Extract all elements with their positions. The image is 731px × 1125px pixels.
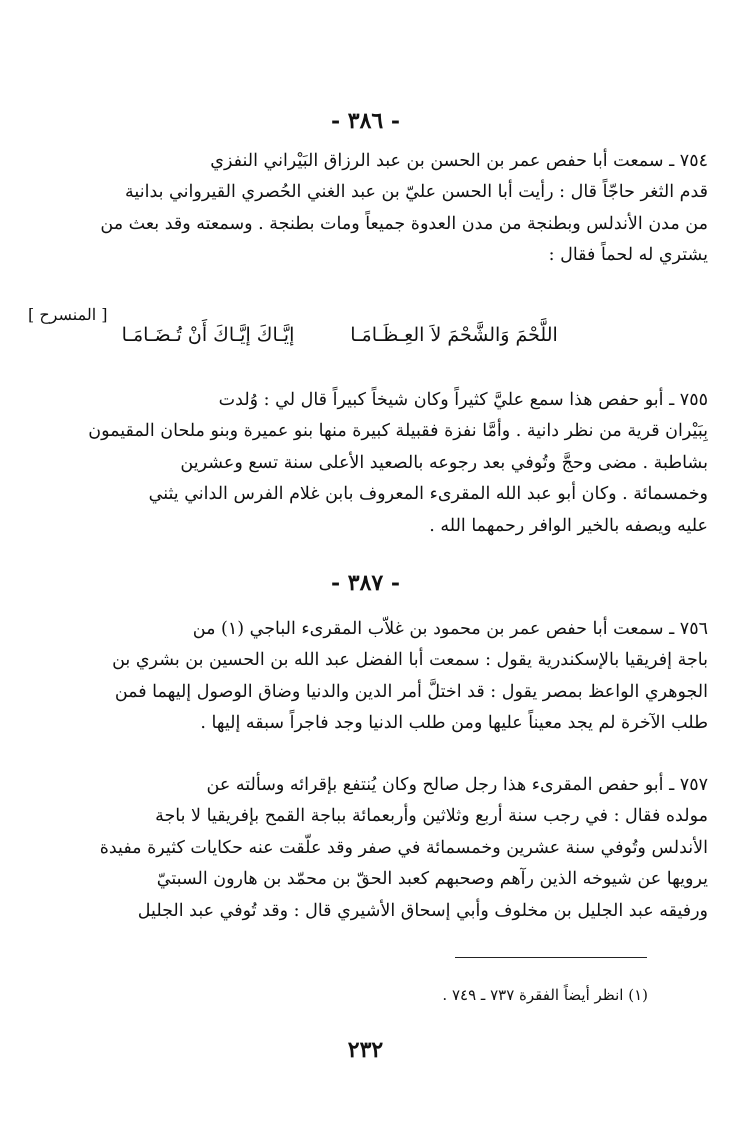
entry-757-line: الأندلس وتُوفي سنة عشرين وخمسمائة في صفر وقد علّقت عنه حكايات كثيرة مفيدة xyxy=(99,837,708,858)
page-number: ٢٣٢ xyxy=(347,1037,384,1063)
entry-754-line: من مدن الأندلس وبطنجة من مدن العدوة جميعاً ومات بطنجة . وسمعته وقد بعث من xyxy=(100,213,708,234)
entry-757-line: يرويها عن شيوخه الذين رآهم وصحبهم كعبد الحقّ بن محمّد بن هارون السبتيّ xyxy=(156,869,708,890)
page-header-387: - ٣٨٧ - xyxy=(330,570,401,596)
page-header-386: - ٣٨٦ - xyxy=(330,108,401,134)
entry-757 xyxy=(24,770,708,927)
entry-757-line: ٧٥٧ ـ أبو حفص المقرىء هذا رجل صالح وكان يُنتفع بإقرائه وسألته عن xyxy=(206,775,708,795)
entry-756-line: ٧٥٦ ـ سمعت أبا حفص عمر بن محمود بن غلاّب المقرىء الباجي (١) من xyxy=(192,619,708,639)
entry-755-line: بِبَيْران قرية من نظر دانية . وأمَّا نفزة فقبيلة كبيرة منها بنو عميرة وبنو ملحان المقيمون xyxy=(88,421,708,442)
entry-756 xyxy=(24,614,708,740)
entry-757-line: مولده فقال : في رجب سنة أربع وثلاثين وأربعمائة بباجة القمح بإفريقيا لا باجة xyxy=(155,806,708,827)
entry-755 xyxy=(24,385,708,542)
verse-hemistich-2: إيَّـاكَ إيَّـاكَ أَنْ تُـضَـامَـا xyxy=(121,324,295,346)
footnote-divider xyxy=(455,957,647,958)
entry-756-line: طلب الآخرة لم يجد معيناً عليها ومن طلب الدنيا وجد فاجراً سبقه إليها . xyxy=(200,713,708,734)
entry-756-line: الجوهري الواعظ بمصر يقول : قد اختلَّ أمر الدين والدنيا وضاق الوصول إليهما فمن xyxy=(114,681,708,702)
verse-meter: [ المنسرح ] xyxy=(28,305,108,324)
entry-755-line: عليه ويصفه بالخير الوافر رحمهما الله . xyxy=(429,515,708,536)
entry-754-line: قدم الثغر حاجّاً قال : رأيت أبا الحسن عليّ بن عبد الغني الحُصري القيرواني بدانية xyxy=(125,182,708,203)
entry-754 xyxy=(24,146,708,272)
entry-754-line: ٧٥٤ ـ سمعت أبا حفص عمر بن الحسن بن عبد الرزاق البَيْراني النفزي xyxy=(210,151,708,171)
entry-756-line: باجة إفريقيا بالإسكندرية يقول : سمعت أبا الفضل عبد الله بن الحسين بن بشري بن xyxy=(112,650,708,671)
entry-755-line: ٧٥٥ ـ أبو حفص هذا سمع عليَّ كثيراً وكان شيخاً كبيراً قال لي : وُلدت xyxy=(218,390,708,410)
footnote: (١) انظر أيضاً الفقرة ٧٣٧ ـ ٧٤٩ . xyxy=(442,986,648,1004)
verse-hemistich-1: اللَّحْمَ وَالشَّحْمَ لاَ العِـظَـامَـا xyxy=(350,324,558,346)
entry-757-line: ورفيقه عبد الجليل بن مخلوف وأبي إسحاق الأشيري قال : وقد تُوفي عبد الجليل xyxy=(137,900,708,921)
entry-755-line: بشاطبة . مضى وحجَّ وتُوفي بعد رجوعه بالصعيد الأعلى سنة تسع وعشرين xyxy=(180,452,708,473)
entry-754-line: يشتري له لحماً فقال : xyxy=(548,245,708,266)
entry-755-line: وخمسمائة . وكان أبو عبد الله المقرىء المعروف بابن غلام الفرس الداني يثني xyxy=(148,484,708,505)
